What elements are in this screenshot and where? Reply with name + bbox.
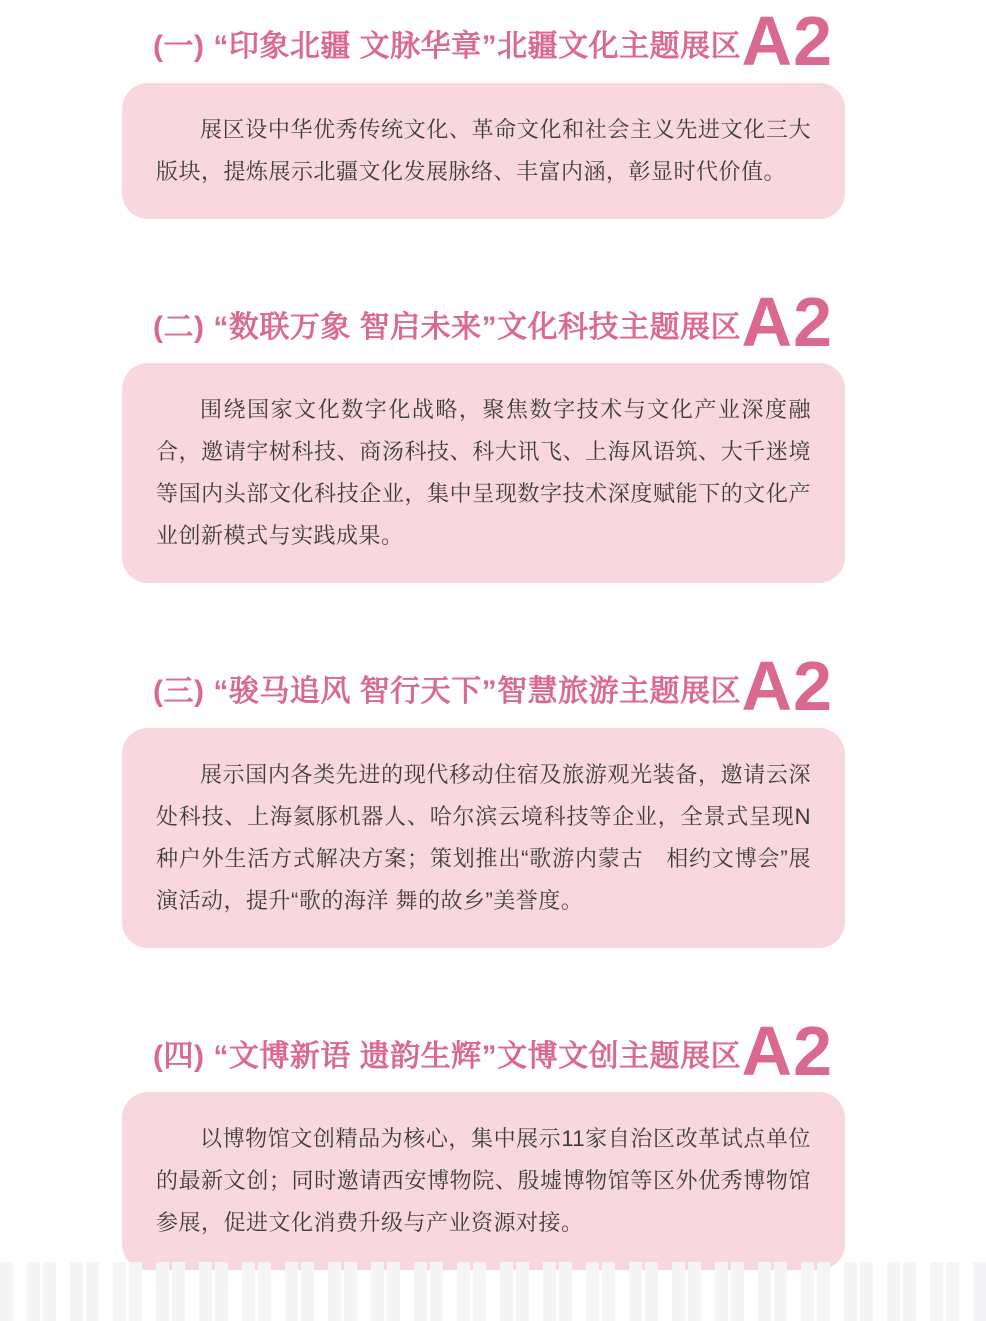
section-4-title: (四) “文博新语 遗韵生辉”文博文创主题展区 bbox=[153, 1039, 742, 1073]
decor-u-shape bbox=[903, 1262, 943, 1321]
decor-u-shape bbox=[731, 1262, 771, 1321]
section-1-zone-badge: A2 bbox=[741, 2, 833, 80]
decor-u-shape bbox=[559, 1262, 599, 1321]
decor-u-shape bbox=[301, 1262, 341, 1321]
bottom-decor-pattern bbox=[0, 1262, 986, 1321]
decor-u-shape bbox=[473, 1262, 513, 1321]
decor-u-shape bbox=[43, 1262, 83, 1321]
decor-u-shape bbox=[688, 1262, 728, 1321]
section-2-body-box bbox=[122, 363, 845, 583]
section-1-body-text: 展区设中华优秀传统文化、革命文化和社会主义先进文化三大版块，提炼展示北疆文化发展脉络、丰富内涵，彰显时代价值。 bbox=[156, 116, 811, 184]
section-1-body-box bbox=[122, 83, 845, 219]
decor-u-shape bbox=[387, 1262, 427, 1321]
section-2-title: (二) “数联万象 智启未来”文化科技主题展区 bbox=[153, 310, 742, 344]
section-3-body-box bbox=[122, 728, 845, 948]
decor-u-shape bbox=[344, 1262, 384, 1321]
decor-u-shape bbox=[602, 1262, 642, 1321]
section-3-heading-row bbox=[122, 647, 845, 726]
decor-u-shape bbox=[215, 1262, 255, 1321]
decor-u-shape bbox=[645, 1262, 685, 1321]
decor-u-shape bbox=[817, 1262, 857, 1321]
section-1-title: (一) “印象北疆 文脉华章”北疆文化主题展区 bbox=[153, 30, 742, 64]
decor-u-shape bbox=[430, 1262, 470, 1321]
section-2 bbox=[122, 282, 845, 584]
decor-u-shape bbox=[172, 1262, 212, 1321]
decor-u-shape bbox=[860, 1262, 900, 1321]
section-2-body-text: 围绕国家文化数字化战略，聚焦数字技术与文化产业深度融合，邀请宇树科技、商汤科技、科大讯飞、上海风语筑、大千迷境等国内头部文化科技企业，集中呈现数字技术深度赋能下的文化产业创新模式与实践成果。 bbox=[156, 397, 811, 549]
section-4-body-text: 以博物馆文创精品为核心，集中展示11家自治区改革试点单位的最新文创；同时邀请西安博物院、殷墟博物馆等区外优秀博物馆参展，促进文化消费升级与产业资源对接。 bbox=[156, 1126, 811, 1236]
decor-u-shape bbox=[946, 1262, 986, 1321]
section-2-zone-badge: A2 bbox=[741, 282, 833, 361]
decor-u-shape bbox=[516, 1262, 556, 1321]
section-1-heading-row bbox=[122, 2, 845, 80]
section-2-heading-row bbox=[122, 282, 845, 361]
section-4-body-box bbox=[122, 1092, 845, 1270]
section-1 bbox=[122, 2, 845, 219]
section-3-zone-badge: A2 bbox=[741, 647, 833, 726]
decor-u-shape bbox=[774, 1262, 814, 1321]
decor-u-shape bbox=[258, 1262, 298, 1321]
section-4 bbox=[122, 1011, 845, 1271]
decor-u-shape bbox=[129, 1262, 169, 1321]
section-3-body-text: 展示国内各类先进的现代移动住宿及旅游观光装备，邀请云深处科技、上海氦豚机器人、哈尔滨云境科技等企业，全景式呈现N种户外生活方式解决方案；策划推出“歌游内蒙古 相约文博会”展演活动，提升“歌的海洋 舞的故乡”美誉度。 bbox=[156, 761, 811, 913]
section-4-heading-row bbox=[122, 1011, 845, 1090]
section-4-zone-badge: A2 bbox=[741, 1011, 833, 1090]
section-3-title: (三) “骏马追风 智行天下”智慧旅游主题展区 bbox=[153, 675, 742, 709]
decor-u-shape bbox=[86, 1262, 126, 1321]
decor-u-shape bbox=[0, 1262, 40, 1321]
section-3 bbox=[122, 647, 845, 948]
